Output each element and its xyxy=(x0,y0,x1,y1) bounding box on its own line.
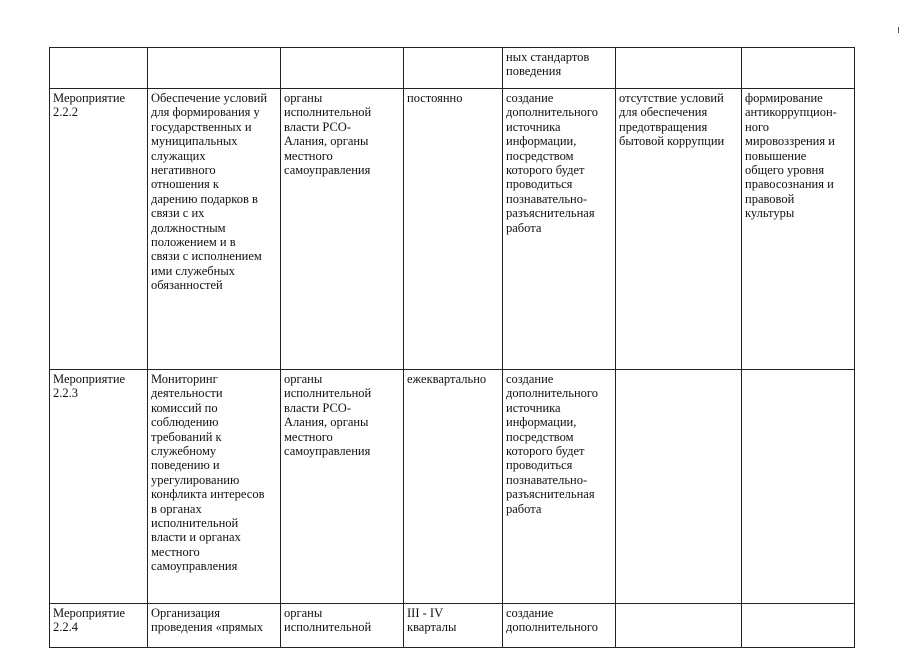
cell-goal xyxy=(742,604,855,648)
cell-executors xyxy=(281,48,404,89)
cell-problem: отсутствие условий для обеспечения предотвращения бытовой коррупции xyxy=(616,89,742,370)
cell-problem xyxy=(616,48,742,89)
cell-measure-id xyxy=(50,48,148,89)
cell-goal: формирование антикоррупцион- ного мировоззрения и повышение общего уровня правосознания и правовой культуры xyxy=(742,89,855,370)
table-row-measure-2-2-2 xyxy=(50,89,855,370)
cell-goal xyxy=(742,48,855,89)
scan-artifact xyxy=(898,27,899,33)
cell-measure-name xyxy=(148,48,281,89)
cell-measure-id: Мероприятие 2.2.3 xyxy=(50,370,148,604)
table-row-measure-2-2-4 xyxy=(50,604,855,648)
cell-deadline: III - IV кварталы xyxy=(404,604,503,648)
cell-goal xyxy=(742,370,855,604)
table-row-continuation xyxy=(50,48,855,89)
cell-deadline: ежеквартально xyxy=(404,370,503,604)
cell-deadline: постоянно xyxy=(404,89,503,370)
cell-expected-result: создание дополнительного источника информации, посредством которого будет проводиться познавательно- разъяснительная работа xyxy=(503,89,616,370)
cell-expected-result: создание дополнительного источника информации, посредством которого будет проводиться познавательно- разъяснительная работа xyxy=(503,370,616,604)
program-measures-table xyxy=(49,47,855,648)
cell-problem xyxy=(616,604,742,648)
cell-measure-name: Организация проведения «прямых xyxy=(148,604,281,648)
cell-executors: органы исполнительной власти РСО- Алания, органы местного самоуправления xyxy=(281,89,404,370)
cell-expected-result: создание дополнительного xyxy=(503,604,616,648)
cell-problem xyxy=(616,370,742,604)
cell-expected-result: ных стандартов поведения xyxy=(503,48,616,89)
cell-deadline xyxy=(404,48,503,89)
cell-measure-id: Мероприятие 2.2.4 xyxy=(50,604,148,648)
cell-measure-name: Мониторинг деятельности комиссий по соблюдению требований к служебному поведению и урегулированию конфликта интересов в органах исполнительной власти и органах местного самоуправления xyxy=(148,370,281,604)
cell-measure-name: Обеспечение условий для формирования у государственных и муниципальных служащих негативного отношения к дарению подарков в связи с их должностным положением и в связи с исполнением ими служебных обязанностей xyxy=(148,89,281,370)
cell-measure-id: Мероприятие 2.2.2 xyxy=(50,89,148,370)
table-row-measure-2-2-3 xyxy=(50,370,855,604)
cell-executors: органы исполнительной власти РСО- Алания, органы местного самоуправления xyxy=(281,370,404,604)
cell-executors: органы исполнительной xyxy=(281,604,404,648)
